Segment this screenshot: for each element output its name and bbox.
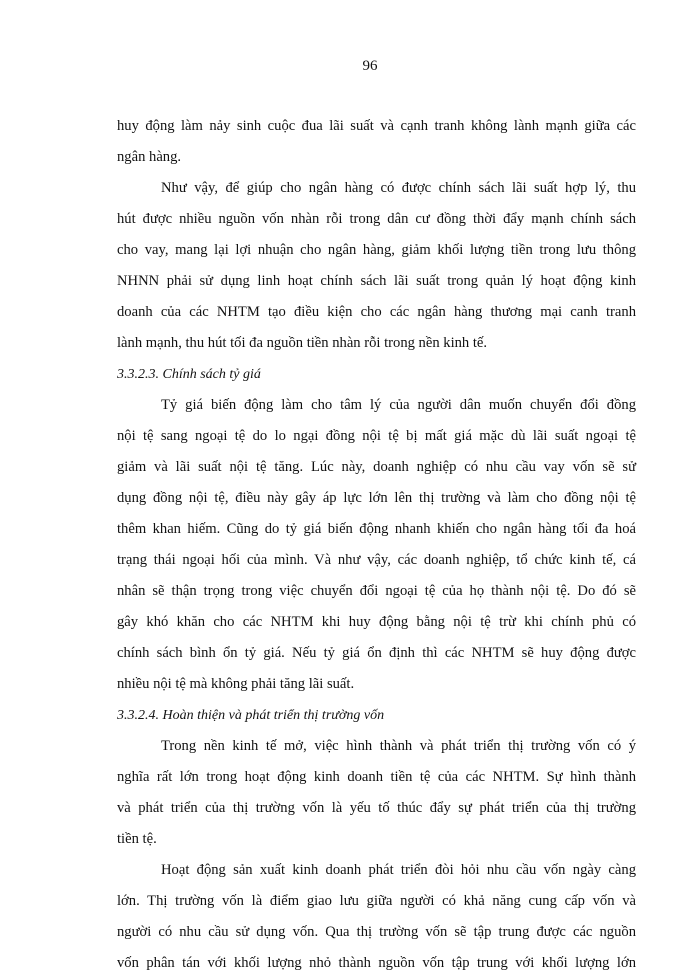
text-line: Hoạt động sản xuất kinh doanh phát triển đòi hỏi nhu cầu vốn ngày càng	[161, 862, 636, 878]
text-line: Như vậy, để giúp cho ngân hàng có được chính sách lãi suất hợp lý, thu	[161, 180, 636, 196]
text-line: giảm và lãi suất nội tệ tăng. Lúc này, doanh nghiệp có nhu cầu vay vốn sẽ sử	[117, 459, 636, 475]
text-line: vốn phân tán với khối lượng nhỏ thành nguồn vốn tập trung với khối lượng lớn	[117, 955, 636, 971]
text-line: chính sách bình ổn tỷ giá. Nếu tỷ giá ổn định thì các NHTM sẽ huy động được	[117, 645, 636, 661]
text-line: trạng thái ngoại hối của mình. Và như vậy, các doanh nghiệp, tổ chức kinh tế, cá	[117, 552, 636, 568]
text-line: lớn. Thị trường vốn là điểm giao lưu giữa người có khả năng cung cấp vốn và	[117, 893, 636, 909]
page-number: 96	[362, 58, 378, 74]
text-line: tiền tệ.	[117, 831, 157, 847]
text-line: NHNN phải sử dụng linh hoạt chính sách lãi suất trong quản lý hoạt động kinh	[117, 273, 636, 289]
document-body	[117, 111, 636, 979]
text-line: nhiều nội tệ mà không phải tăng lãi suất.	[117, 676, 355, 692]
text-line: lành mạnh, thu hút tối đa nguồn tiền nhàn rỗi trong nền kinh tế.	[117, 335, 488, 351]
section-heading: 3.3.2.3. Chính sách tỷ giá	[117, 367, 261, 382]
text-line: Trong nền kinh tế mở, việc hình thành và phát triển thị trường vốn có ý	[161, 738, 636, 754]
text-line: nhân sẽ thận trọng trong việc chuyển đổi ngoại tệ của họ thành nội tệ. Do đó sẽ	[117, 583, 636, 599]
text-line: nội tệ sang ngoại tệ do lo ngại đồng nội tệ bị mất giá mặc dù lãi suất ngoại tệ	[117, 428, 636, 444]
text-line: gây khó khăn cho các NHTM khi huy động bằng nội tệ trừ khi chính phủ có	[117, 614, 636, 630]
text-line: Tỷ giá biến động làm cho tâm lý của người dân muốn chuyển đổi đồng	[161, 397, 636, 413]
text-line: nghĩa rất lớn trong hoạt động kinh doanh tiền tệ của các NHTM. Sự hình thành	[117, 769, 636, 785]
text-line: doanh của các NHTM tạo điều kiện cho các ngân hàng thương mại canh tranh	[117, 304, 636, 320]
text-line: dụng đồng nội tệ, điều này gây áp lực lớn lên thị trường và làm cho đồng nội tệ	[117, 490, 636, 506]
text-line: và phát triển của thị trường vốn là yếu tố thúc đẩy sự phát triển của thị trường	[117, 800, 636, 816]
text-line: người có nhu cầu sử dụng vốn. Qua thị trường vốn sẽ tập trung được các nguồn	[117, 924, 636, 940]
text-line: thêm khan hiếm. Cũng do tỷ giá biến động nhanh khiến cho ngân hàng tối đa hoá	[117, 521, 636, 537]
section-heading: 3.3.2.4. Hoàn thiện và phát triển thị trường vốn	[117, 708, 385, 723]
text-line: hút được nhiều nguồn vốn nhàn rỗi trong dân cư đồng thời đẩy mạnh chính sách	[117, 211, 636, 227]
text-line: huy động làm nảy sinh cuộc đua lãi suất và cạnh tranh không lành mạnh giữa các	[117, 118, 636, 134]
text-line: ngân hàng.	[117, 149, 182, 165]
text-line: cho vay, mang lại lợi nhuận cho ngân hàng, giảm khối lượng tiền trong lưu thông	[117, 242, 636, 258]
